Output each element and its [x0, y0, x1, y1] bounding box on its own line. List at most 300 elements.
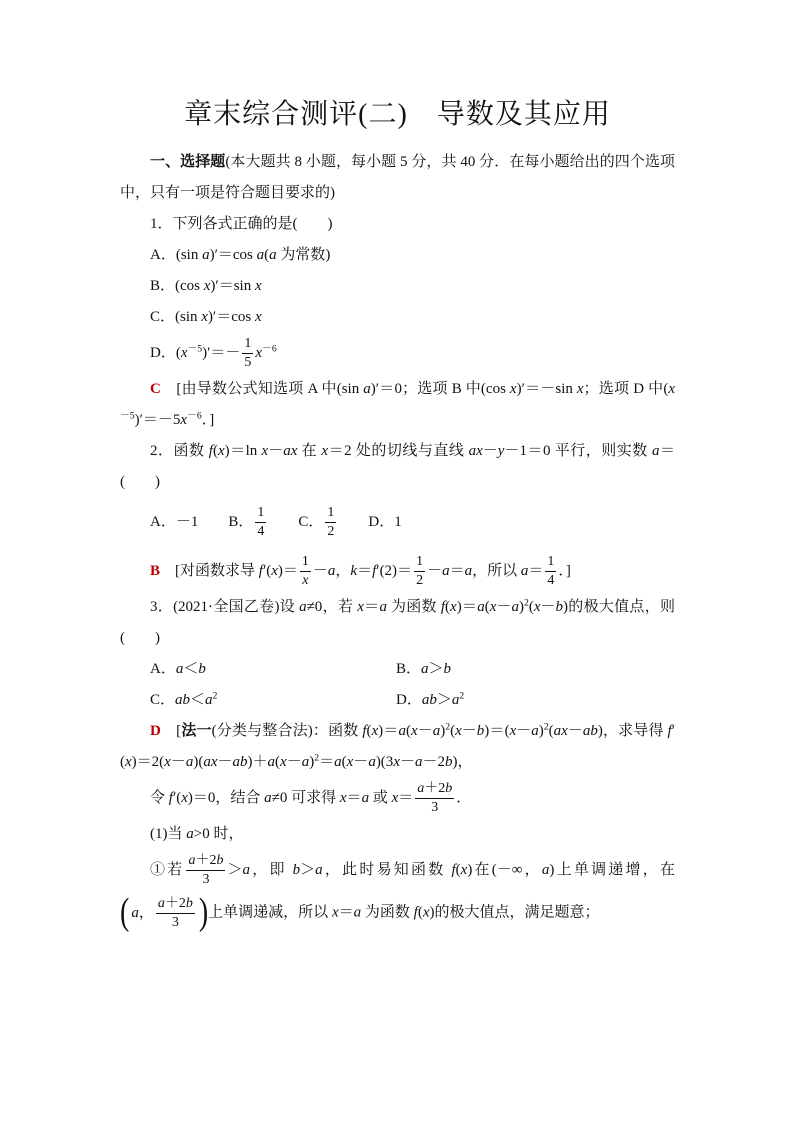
fraction: [156, 893, 195, 934]
option-b: [120, 271, 675, 302]
text-run: －: [461, 723, 477, 739]
math-variable: x: [668, 381, 675, 397]
math-variable: x: [255, 344, 263, 361]
fraction-numerator: [414, 553, 425, 572]
math-variable: x: [450, 599, 457, 615]
math-variable: x: [254, 309, 262, 325]
text-run: )′＝sin: [210, 278, 255, 294]
superscript: 2: [212, 690, 218, 702]
text-run: ；选项 D 中(: [583, 381, 669, 397]
text-run: (: [275, 754, 281, 770]
fraction: [414, 551, 425, 592]
text-run: 为函数: [361, 904, 414, 921]
page-title: 章末综合测评(二) 导数及其应用: [184, 99, 611, 130]
math-variable: x: [164, 754, 171, 770]
text-run: 3．(2021·全国乙卷)设: [150, 599, 300, 615]
fraction-denominator: [545, 572, 556, 590]
math-variable: f: [362, 723, 367, 739]
text-run: －: [268, 443, 284, 459]
text-run: (: [417, 904, 423, 921]
math-variable: a: [315, 861, 323, 878]
text-run: ＝2 处的切线与直线: [328, 443, 469, 459]
text-run: )，求导得: [597, 723, 668, 739]
text-run: )′＝cos: [207, 309, 255, 325]
text-run: ≠0 可求得: [271, 789, 340, 806]
text-run: －: [540, 599, 556, 615]
text-run: －: [286, 754, 302, 770]
math-variable: f: [372, 562, 377, 579]
question-2: [120, 436, 675, 592]
text-run: (: [548, 723, 554, 739]
text-run: 2: [416, 573, 424, 588]
text-run: ＝( ): [120, 443, 675, 490]
fraction-numerator: [545, 553, 556, 572]
math-variable: x: [271, 562, 278, 579]
text-run: )在(－∞，: [467, 861, 542, 878]
superscript: 2: [445, 721, 451, 733]
section-instructions: [120, 147, 675, 209]
text-run: ′(: [172, 789, 182, 806]
text-run: 1: [244, 336, 252, 351]
text-run: －: [496, 599, 512, 615]
math-variable: a: [269, 247, 277, 263]
text-run: ＝: [346, 789, 362, 806]
fraction-numerator: [156, 895, 195, 914]
math-variable: f: [440, 599, 446, 615]
close-paren: ): [198, 891, 209, 934]
text-run: )′＝0；选项 B 中(cos: [370, 381, 510, 397]
fraction-numerator: [300, 553, 311, 572]
bold-text: 法一: [181, 723, 212, 739]
text-run: －: [567, 723, 583, 739]
text-run: )＝: [456, 599, 478, 615]
text-run: ＞: [227, 861, 243, 878]
text-run: 或: [369, 789, 392, 806]
text-run: [对函数求导: [160, 562, 259, 579]
text-run: (: [406, 723, 411, 739]
text-run: ．]: [558, 562, 571, 579]
math-variable: a: [242, 861, 250, 878]
fraction: [242, 333, 253, 374]
text-run: －: [312, 562, 328, 579]
text-run: (本大题共 8 小题，每小题 5 分，共 40 分．在每小题给出的四个选项中，只有一项是符合题目要求的): [120, 154, 675, 201]
superscript: 2: [523, 597, 529, 609]
text-run: ′(: [120, 723, 675, 770]
text-run: ＝: [357, 562, 373, 579]
text-run: (: [212, 443, 218, 459]
text-run: 5: [244, 355, 252, 370]
text-run: (: [484, 599, 490, 615]
text-run: (: [341, 754, 347, 770]
math-variable: b: [445, 781, 453, 796]
math-variable: a: [267, 754, 276, 770]
math-variable: x: [357, 599, 364, 615]
text-run: 2．函数: [150, 443, 209, 459]
math-variable: x: [181, 789, 188, 806]
text-run: (: [445, 599, 451, 615]
math-variable: a: [651, 443, 660, 459]
text-run: C．: [150, 692, 176, 708]
math-variable: f: [258, 562, 263, 579]
text-run: )＝ln: [224, 443, 262, 459]
text-run: [由导数公式知选项 A 中(sin: [160, 381, 364, 397]
math-variable: b: [445, 754, 453, 770]
text-run: 在: [297, 443, 322, 459]
math-variable: f: [208, 443, 213, 459]
math-variable: f: [168, 789, 173, 806]
open-paren: (: [120, 891, 130, 934]
fraction-numerator: [242, 335, 253, 354]
text-run: ＝: [398, 789, 414, 806]
fraction: [325, 502, 336, 543]
text-run: ＝: [528, 562, 544, 579]
text-run: 为函数: [386, 599, 441, 615]
option-a: [150, 507, 198, 538]
question-stem: [120, 209, 675, 240]
text-run: )，: [452, 754, 473, 770]
option-c: [298, 502, 338, 543]
text-run: ＋2: [195, 853, 217, 868]
text-run: 1: [416, 554, 424, 569]
superscript: －5: [187, 343, 203, 355]
math-variable: b: [476, 723, 485, 739]
answer-letter: D: [150, 723, 161, 739]
math-variable: a: [202, 247, 210, 263]
math-variable: a: [363, 381, 371, 397]
text-run: )′＝－: [202, 344, 241, 361]
text-run: ＝: [363, 599, 380, 615]
text-run: －: [399, 754, 415, 770]
text-run: 上单调递减，所以: [208, 904, 332, 921]
math-variable: x: [411, 723, 418, 739]
text-run: >0 时，: [193, 826, 244, 842]
text-run: )的极大值点，满足题意；: [429, 904, 600, 921]
text-run: ，此时易知函数: [322, 861, 452, 878]
text-run: (分类与整合法)：函数: [211, 723, 363, 739]
question-stem: [120, 592, 675, 654]
math-variable: x: [339, 789, 347, 806]
text-run: 1: [301, 554, 309, 569]
text-run: )的极大值点，则( ): [120, 599, 675, 646]
math-variable: a: [541, 861, 550, 878]
explanation-case: [120, 819, 675, 850]
text-run: ，: [335, 562, 351, 579]
math-variable: x: [391, 789, 399, 806]
math-variable: a: [398, 723, 406, 739]
math-variable: a: [256, 247, 265, 263]
text-run: )′＝－sin: [516, 381, 577, 397]
math-variable: b: [185, 895, 193, 911]
text-run: B．: [228, 513, 254, 530]
math-variable: f: [413, 904, 418, 921]
fraction-denominator: [325, 523, 336, 541]
math-variable: a: [464, 562, 473, 579]
option-row: [120, 502, 675, 543]
math-variable: a: [131, 904, 139, 921]
superscript: －5: [120, 410, 135, 422]
math-variable: x: [346, 754, 354, 770]
text-run: )′＝－5: [134, 412, 181, 428]
text-run: )＝0，结合: [187, 789, 265, 806]
math-variable: x: [254, 278, 262, 294]
text-run: D．(: [150, 344, 181, 361]
text-run: A．: [150, 661, 176, 677]
text-run: )(: [193, 754, 204, 770]
math-variable: a: [188, 853, 196, 868]
math-variable: ab: [421, 692, 437, 708]
option-a: [120, 240, 675, 271]
text-run: ，即: [249, 861, 293, 878]
fraction-numerator: [325, 504, 336, 523]
math-variable: a: [361, 789, 370, 806]
text-run: 1: [547, 554, 555, 569]
text-run: B．: [396, 661, 422, 677]
text-run: －: [417, 723, 433, 739]
option-d: [396, 685, 675, 716]
math-variable: a: [185, 754, 194, 770]
math-variable: a: [205, 692, 213, 708]
math-variable: a: [299, 599, 307, 615]
text-run: 3: [171, 914, 179, 930]
math-variable: f: [451, 861, 456, 878]
math-variable: a: [353, 904, 362, 921]
math-variable: x: [533, 599, 541, 615]
option-grid: [120, 654, 675, 716]
text-run: ′(: [262, 562, 272, 579]
explanation-step: [120, 778, 675, 819]
fraction-denominator: [414, 572, 425, 590]
math-variable: b: [198, 661, 206, 677]
parenthesized-interval: [120, 891, 208, 935]
math-variable: a: [451, 692, 460, 708]
math-variable: a: [531, 723, 539, 739]
fraction-denominator: [156, 914, 195, 932]
math-variable: x: [217, 443, 225, 459]
text-run: ＋2: [424, 781, 446, 796]
text-run: 1: [257, 505, 265, 520]
text-run: C．: [298, 513, 324, 530]
math-variable: x: [393, 754, 400, 770]
math-variable: x: [125, 754, 132, 770]
text-run: －2: [422, 754, 446, 770]
superscript: 2: [459, 690, 465, 702]
text-run: ＞: [436, 692, 452, 708]
text-run: ＝: [319, 754, 335, 770]
math-variable: a: [442, 562, 450, 579]
answer-letter: C: [150, 381, 161, 397]
text-run: ，: [138, 904, 154, 921]
option-c: [150, 685, 396, 716]
math-variable: a: [368, 754, 376, 770]
text-run: 4: [257, 524, 265, 539]
math-variable: ab: [232, 754, 248, 770]
text-run: ，所以: [472, 562, 521, 579]
text-run: 4: [547, 573, 555, 588]
text-run: A．(sin: [150, 247, 203, 263]
text-run: 令: [150, 789, 169, 806]
math-variable: x: [180, 344, 188, 361]
math-variable: x: [261, 443, 269, 459]
math-variable: y: [497, 443, 505, 459]
math-variable: k: [350, 562, 358, 579]
question-3: [120, 592, 675, 935]
math-variable: x: [201, 309, 208, 325]
text-run: )上单调递增，在: [549, 861, 675, 878]
fraction: [255, 502, 266, 543]
bold-text: 一、选择题: [150, 154, 226, 170]
explanation-text: [120, 381, 675, 428]
math-variable: a: [477, 599, 485, 615]
math-variable: f: [667, 723, 672, 739]
math-variable: a: [327, 562, 336, 579]
text-run: －: [516, 723, 532, 739]
math-variable: b: [216, 853, 224, 868]
math-variable: x: [460, 861, 468, 878]
text-run: (: [455, 861, 461, 878]
math-variable: a: [421, 661, 429, 677]
math-variable: a: [186, 826, 194, 842]
text-run: A．－1: [150, 514, 199, 530]
math-variable: x: [509, 723, 517, 739]
math-variable: x: [576, 381, 584, 397]
text-run: )＝: [277, 562, 298, 579]
text-run: －: [170, 754, 186, 770]
fraction-denominator: [242, 354, 253, 372]
text-run: )＋: [247, 754, 268, 770]
fraction: [300, 551, 311, 592]
text-run: C．(sin: [150, 309, 202, 325]
text-run: ≠0，若: [306, 599, 358, 615]
interval-content: [129, 893, 199, 934]
option-b: [228, 502, 268, 543]
text-run: )＝2(: [131, 754, 165, 770]
text-run: 3: [202, 872, 210, 887]
text-run: －: [427, 562, 443, 579]
fraction-denominator: [300, 572, 311, 590]
text-run: ): [518, 599, 524, 615]
text-run: D．: [396, 692, 422, 708]
option-list: [120, 240, 675, 374]
option-d: [120, 333, 675, 374]
text-run: )′＝cos: [209, 247, 257, 263]
text-run: )(3: [375, 754, 394, 770]
text-run: ＞: [428, 661, 444, 677]
text-run: ．: [456, 789, 472, 806]
answer-explanation: [120, 374, 675, 436]
explanation-text: [120, 723, 675, 770]
text-run: ．]: [201, 412, 215, 428]
math-variable: x: [321, 443, 329, 459]
text-run: －: [482, 443, 498, 459]
explanation-text: [160, 554, 571, 588]
text-run: )＝: [378, 723, 399, 739]
text-run: (: [264, 247, 270, 263]
math-variable: a: [379, 599, 387, 615]
math-variable: ax: [203, 754, 218, 770]
math-variable: a: [415, 754, 423, 770]
math-variable: a: [511, 599, 519, 615]
text-run: ′(2)＝: [376, 562, 413, 579]
math-variable: ax: [553, 723, 568, 739]
math-variable: x: [422, 904, 430, 921]
option-b: [396, 654, 675, 685]
math-variable: ab: [175, 692, 191, 708]
text-run: ): [538, 723, 544, 739]
fraction-denominator: [415, 799, 454, 817]
text-run: ＝: [338, 904, 354, 921]
math-variable: x: [302, 573, 309, 588]
math-variable: b: [555, 599, 564, 615]
text-run: ＞: [300, 861, 316, 878]
option-a: [150, 654, 396, 685]
text-run: ＋2: [164, 895, 186, 911]
text-run: )＝(: [484, 723, 510, 739]
math-variable: x: [331, 904, 339, 921]
text-run: 1: [327, 505, 335, 520]
math-variable: a: [175, 661, 184, 677]
fraction-numerator: [186, 852, 225, 871]
fraction-numerator: [415, 780, 454, 799]
text-run: [: [160, 723, 182, 739]
math-variable: x: [203, 278, 211, 294]
math-variable: a: [301, 754, 310, 770]
text-run: ): [440, 723, 446, 739]
superscript: 2: [314, 752, 320, 764]
text-run: B．(cos: [150, 278, 204, 294]
answer-letter: B: [150, 562, 161, 579]
math-variable: a: [520, 562, 529, 579]
text-run: (1)当: [150, 826, 187, 842]
question-1: [120, 209, 675, 436]
option-c: [120, 302, 675, 333]
math-variable: a: [264, 789, 272, 806]
math-variable: b: [292, 861, 301, 878]
text-run: 1．下列各式正确的是( ): [150, 216, 333, 232]
superscript: －6: [262, 343, 277, 355]
math-variable: x: [371, 723, 379, 739]
math-variable: a: [334, 754, 342, 770]
text-run: ): [309, 754, 315, 770]
text-run: D．1: [368, 514, 402, 530]
text-run: (: [528, 599, 534, 615]
fraction: [415, 778, 454, 819]
fraction-denominator: [255, 523, 266, 541]
text-run: 3: [431, 800, 439, 815]
answer-explanation: [120, 716, 675, 778]
math-variable: ab: [582, 723, 598, 739]
text-run: ＜: [190, 692, 206, 708]
fraction-numerator: [255, 504, 266, 523]
math-variable: a: [417, 781, 425, 796]
math-variable: a: [432, 723, 441, 739]
fraction: [545, 551, 556, 592]
text-run: ＝: [449, 562, 465, 579]
text-run: ＜: [183, 661, 199, 677]
math-variable: x: [509, 381, 517, 397]
math-variable: x: [280, 754, 287, 770]
superscript: －6: [187, 410, 202, 422]
text-run: 为常数): [276, 247, 331, 263]
option-d: [368, 507, 401, 538]
math-variable: x: [455, 723, 462, 739]
text-run: (: [366, 723, 372, 739]
text-run: ①若: [150, 861, 185, 878]
text-run: －: [217, 754, 233, 770]
math-variable: x: [180, 412, 188, 428]
text-run: 2: [327, 524, 335, 539]
answer-explanation: [120, 551, 675, 592]
superscript: 2: [543, 721, 549, 733]
